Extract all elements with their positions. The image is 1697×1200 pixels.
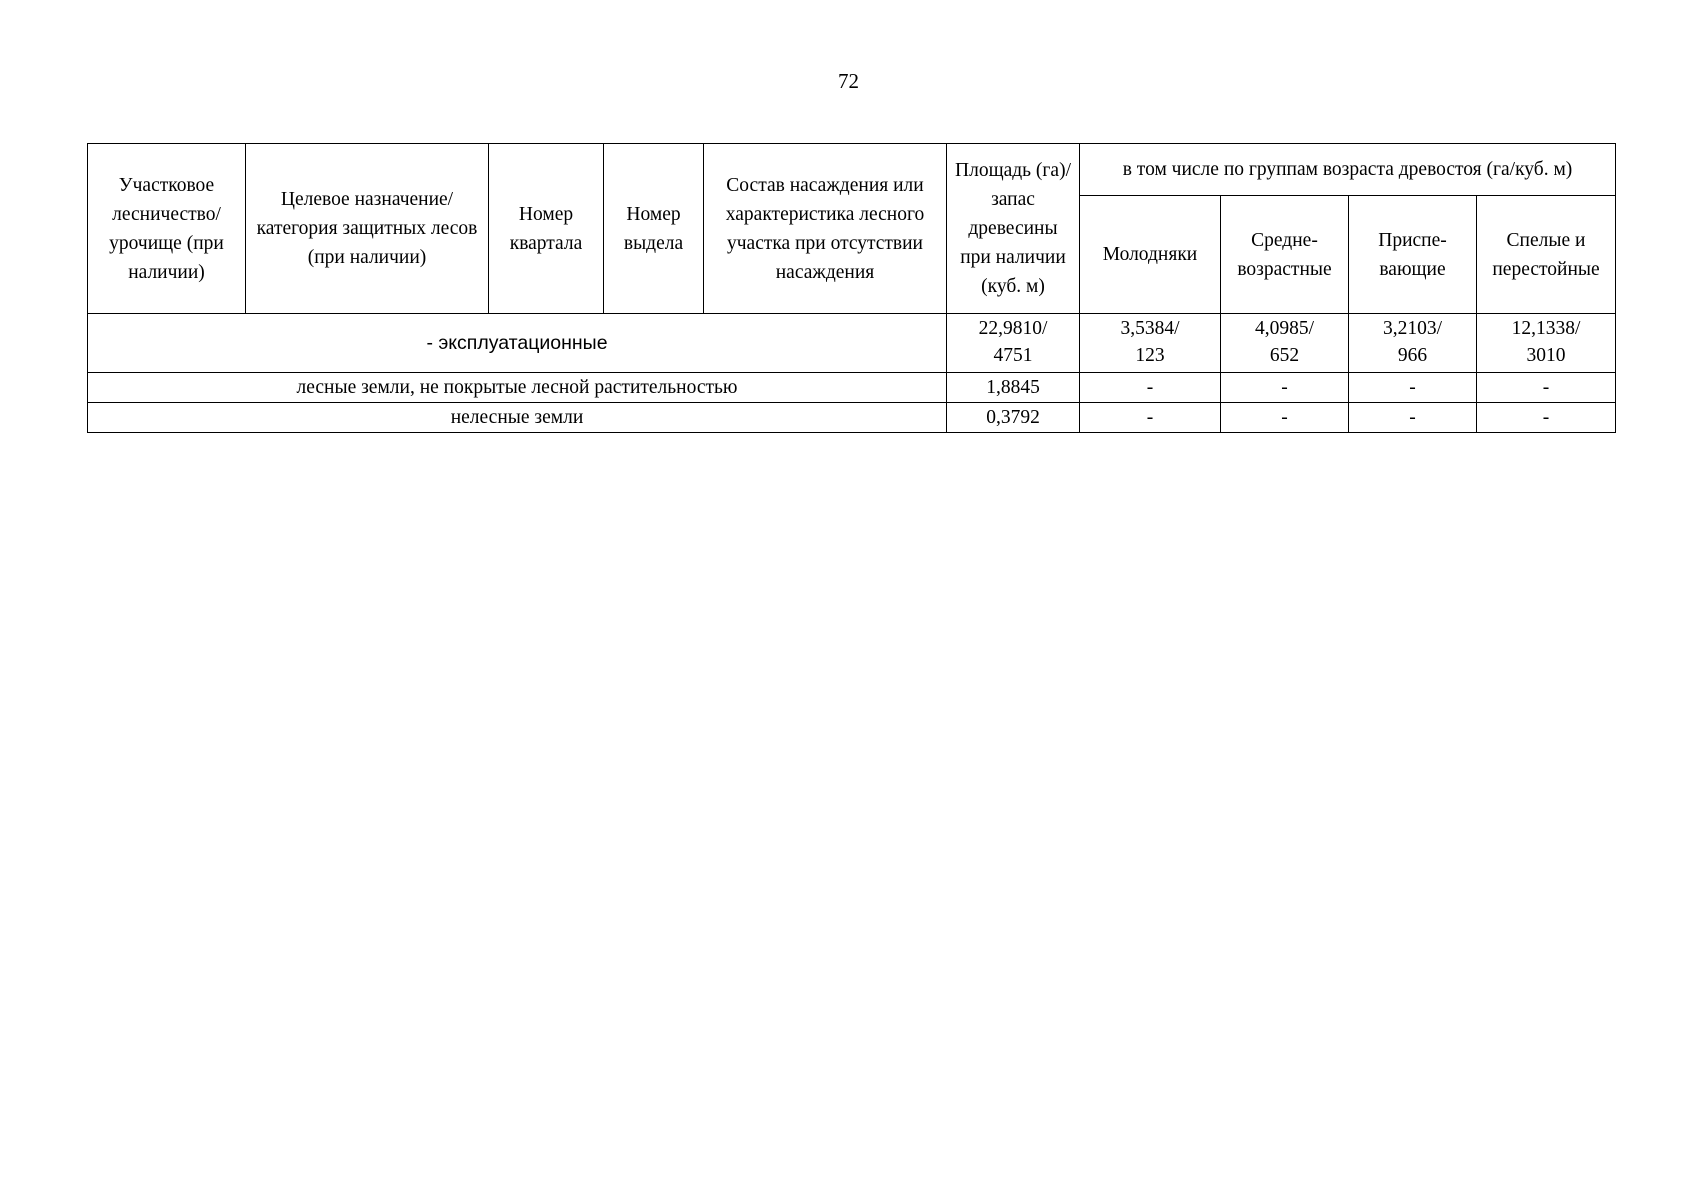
header-middle-aged: Средне-возрастные xyxy=(1221,196,1349,314)
mature-cell: - xyxy=(1477,403,1616,433)
ripening-cell: - xyxy=(1349,373,1477,403)
middle-aged-cell: - xyxy=(1221,403,1349,433)
row-label: лесные земли, не покрытые лесной растительностью xyxy=(88,373,947,403)
middle-aged-cell xyxy=(1221,314,1349,373)
header-young: Молодняки xyxy=(1080,196,1221,314)
header-age-groups: в том числе по группам возраста древостоя (га/куб. м) xyxy=(1080,144,1616,196)
middle-aged-cell: - xyxy=(1221,373,1349,403)
ripening-cell: - xyxy=(1349,403,1477,433)
header-allotment: Номер выдела xyxy=(604,144,704,314)
table-row xyxy=(88,314,1616,373)
young-cell: - xyxy=(1080,403,1221,433)
area-value: 22,9810/ xyxy=(978,318,1048,339)
middle-aged-value: 4,0985/ xyxy=(1254,318,1315,339)
ripening-stock: 966 xyxy=(1397,345,1428,366)
header-quarter: Номер квартала xyxy=(489,144,604,314)
forest-fund-table xyxy=(87,143,1616,433)
header-mature: Спелые и перестойные xyxy=(1477,196,1616,314)
mature-cell xyxy=(1477,314,1616,373)
header-ripening: Приспе-вающие xyxy=(1349,196,1477,314)
young-value: 3,5384/ xyxy=(1120,318,1180,339)
middle-aged-stock: 652 xyxy=(1269,345,1300,366)
table-row xyxy=(88,373,1616,403)
mature-stock: 3010 xyxy=(1526,345,1566,366)
young-cell xyxy=(1080,314,1221,373)
ripening-cell xyxy=(1349,314,1477,373)
mature-cell: - xyxy=(1477,373,1616,403)
young-stock: 123 xyxy=(1135,345,1165,366)
row-label: - эксплуатационные xyxy=(88,314,947,373)
area-cell: 1,8845 xyxy=(947,373,1080,403)
header-purpose: Целевое назначение/ категория защитных лесов (при наличии) xyxy=(246,144,489,314)
area-cell: 0,3792 xyxy=(947,403,1080,433)
table-header-row xyxy=(88,144,1616,196)
header-area: Площадь (га)/ запас древесины при наличии (куб. м) xyxy=(947,144,1080,314)
page-number: 72 xyxy=(838,69,859,93)
header-forestry: Участковое лесничество/ урочище (при наличии) xyxy=(88,144,246,314)
table-row xyxy=(88,403,1616,433)
area-stock: 4751 xyxy=(993,345,1033,366)
mature-value: 12,1338/ xyxy=(1511,318,1581,339)
row-label: нелесные земли xyxy=(88,403,947,433)
area-cell xyxy=(947,314,1080,373)
ripening-value: 3,2103/ xyxy=(1382,318,1443,339)
young-cell: - xyxy=(1080,373,1221,403)
header-composition: Состав насаждения или характеристика лесного участка при отсутствии насаждения xyxy=(704,144,947,314)
